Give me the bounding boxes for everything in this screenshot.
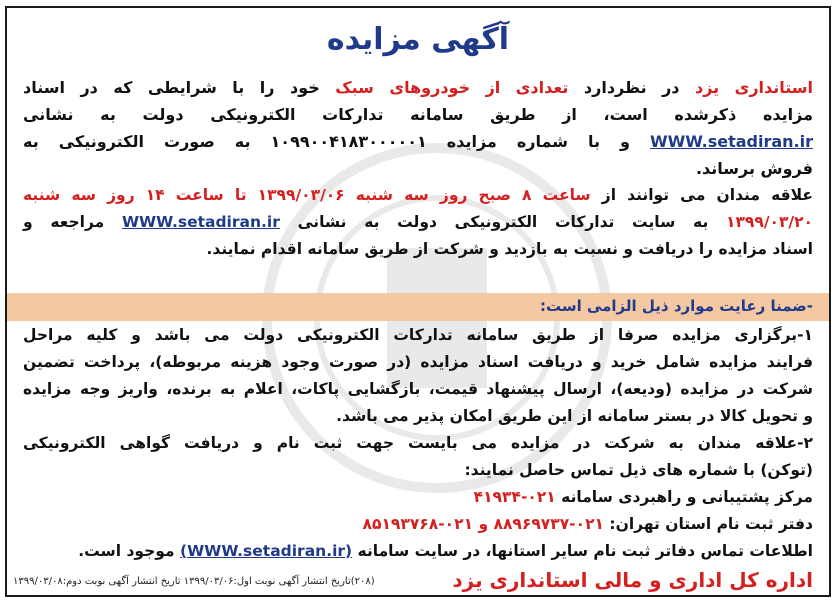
item1-line4: و تحویل کالا در بستر سامانه از این طریق امکان پذیر می باشد. [336, 407, 813, 425]
org-name: استانداری یزد [695, 78, 814, 97]
setadiran-link[interactable]: WWW.setadiran.ir [649, 132, 813, 151]
item1-line2: فرایند مزایده شامل خرید و دریافت اسناد مزایده (در صورت وجود هزینه مربوطه)، پرداخت تضمین [23, 353, 813, 371]
para1-line4: فروش برساند. [695, 159, 813, 178]
tehran-office: دفتر ثبت نام استان تهران: ۰۲۱-۸۸۹۶۹۷۳۷ و ۰۲۱-۸۵۱۹۳۷۶۸ [362, 515, 813, 533]
publish-dates: (۲۰۸)تاریخ انتشار آگهی نوبت اول:۱۳۹۹/۰۳/۰۶ تاریخ انتشار آگهی نوبت دوم:۱۳۹۹/۰۳/۰۸ [13, 576, 375, 587]
issuing-office: اداره کل اداری و مالی استانداری یزد [452, 568, 813, 592]
setadiran-link-3[interactable]: (WWW.setadiran.ir) [180, 542, 353, 560]
support-center: مرکز پشتیبانی و راهبردی سامانه ۰۲۱-۴۱۹۳۴ [473, 488, 813, 506]
item2-line2: (توکن) با شماره های ذیل تماس حاصل نمایند: [464, 461, 813, 479]
auction-notice [5, 6, 831, 597]
item2-line1: ۲-علاقه مندان به شرکت در مزایده می بایست جهت ثبت نام و دریافت گواهی الکترونیکی [23, 434, 813, 452]
requirements-heading: -ضمنا رعایت موارد ذیل الزامی است: [539, 297, 813, 315]
para1-line3: WWW.setadiran.ir و با شماره مزایده ۱۰۹۹۰۰۴۱۸۳۰۰۰۰۰۱ به صورت الکترونیکی به [23, 132, 813, 151]
para1-line1: استانداری یزد در نظردارد تعدادی از خودروهای سبک خود را با شرایطی که در اسناد [23, 78, 814, 97]
setadiran-link-2[interactable]: WWW.setadiran.ir [121, 213, 280, 231]
para2-line2: ۱۳۹۹/۰۳/۲۰ به سایت تدارکات الکترونیکی دولت به نشانی WWW.setadiran.ir مراجعه و [23, 213, 814, 231]
auction-period: ساعت ۸ صبح روز سه شنبه ۱۳۹۹/۰۳/۰۶ تا ساعت ۱۴ روز سه شنبه [23, 186, 591, 204]
item1-line1: ۱-برگزاری مزایده صرفا از طریق سامانه تدارکات الکترونیکی دولت می باشد و کلیه مراحل [23, 326, 813, 344]
support-phone: ۰۲۱-۴۱۹۳۴ [473, 488, 556, 506]
item1-line3: شرکت در مزایده (ودیعه)، ارسال پیشنهاد قیمت، بازگشایی پاکات، اعلام به برنده، واریز وجه مزایده [23, 380, 813, 398]
auction-subject: تعدادی از خودروهای سبک [335, 78, 569, 97]
other-provinces: اطلاعات تماس دفاتر ثبت نام سایر استانها، در سایت سامانه (WWW.setadiran.ir) موجود است. [78, 542, 813, 560]
auction-number: ۱۰۹۹۰۰۴۱۸۳۰۰۰۰۰۱ [270, 132, 427, 151]
tehran-phones: ۰۲۱-۸۸۹۶۹۷۳۷ و ۰۲۱-۸۵۱۹۳۷۶۸ [362, 515, 604, 533]
para2-line3: اسناد مزایده را دریافت و نسبت به بازدید و شرکت از طریق سامانه اقدام نمایند. [206, 240, 813, 258]
para1-line2: مزایده ذکرشده است، از طریق سامانه تدارکات الکترونیکی دولت به نشانی [23, 105, 813, 124]
notice-title: آگهی مزایده [326, 22, 510, 57]
auction-end-date: ۱۳۹۹/۰۳/۲۰ [726, 213, 814, 231]
para2-line1: علاقه مندان می توانند از ساعت ۸ صبح روز سه شنبه ۱۳۹۹/۰۳/۰۶ تا ساعت ۱۴ روز سه شنبه [23, 186, 813, 204]
